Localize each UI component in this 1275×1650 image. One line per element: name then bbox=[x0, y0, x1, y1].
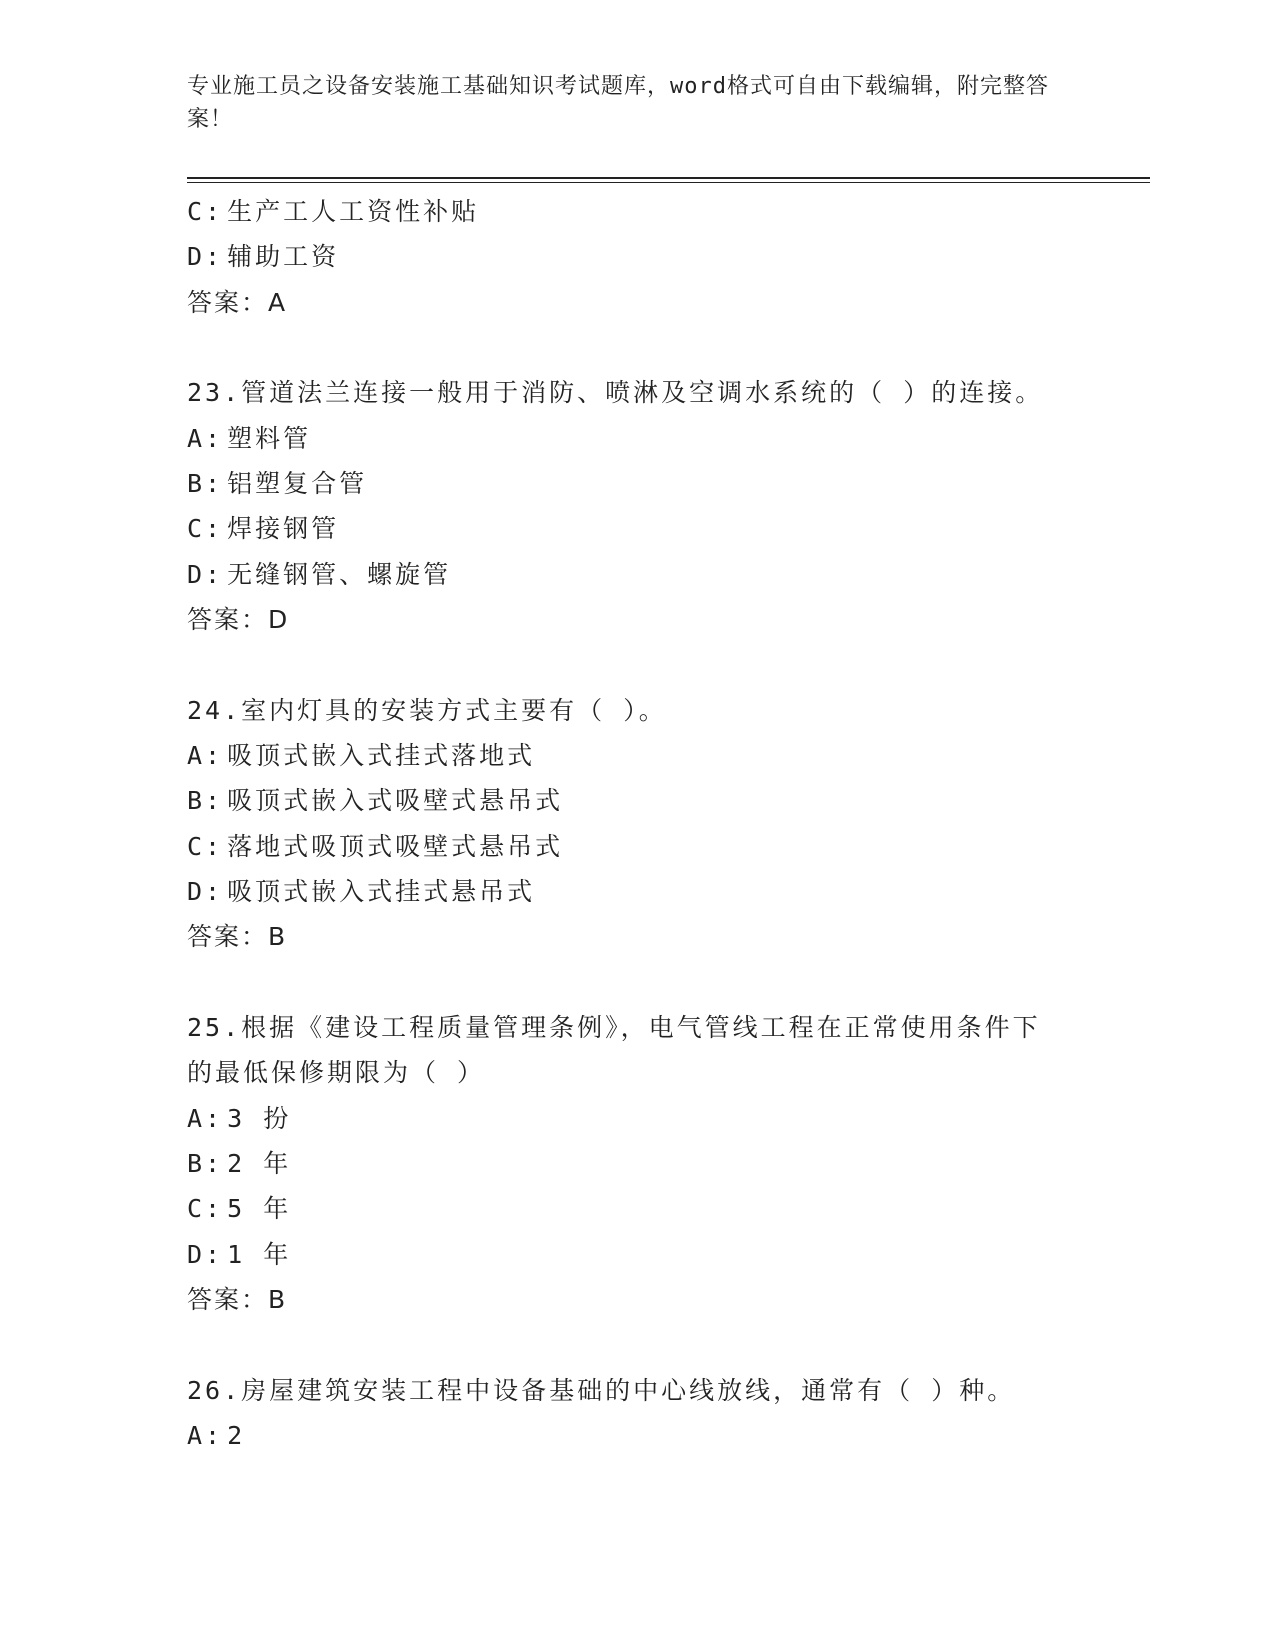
option-text: 吸顶式嵌入式挂式悬吊式 bbox=[227, 877, 536, 907]
option-c bbox=[187, 189, 1087, 234]
option-d bbox=[187, 869, 1087, 914]
option-a bbox=[187, 1413, 1087, 1458]
spacer bbox=[187, 643, 1087, 688]
question-list bbox=[187, 189, 1087, 1458]
option-d bbox=[187, 1232, 1087, 1277]
option-letter: C: bbox=[187, 197, 224, 226]
option-text: 焊接钢管 bbox=[227, 514, 340, 544]
option-c bbox=[187, 506, 1087, 551]
option-a bbox=[187, 1096, 1087, 1141]
header-divider-thick bbox=[187, 177, 1150, 179]
option-text: 塑料管 bbox=[227, 423, 312, 453]
option-d bbox=[187, 234, 1087, 279]
header-divider-thin bbox=[187, 182, 1150, 183]
spacer bbox=[187, 325, 1087, 370]
answer-line: 答案：A bbox=[187, 287, 288, 317]
option-text: 落地式吸顶式吸壁式悬吊式 bbox=[227, 831, 564, 861]
option-text: 吸顶式嵌入式吸壁式悬吊式 bbox=[227, 786, 564, 816]
option-letter: D: bbox=[187, 877, 224, 907]
answer-line: 答案：B bbox=[187, 922, 288, 952]
option-letter: C: bbox=[187, 514, 224, 544]
option-b bbox=[187, 1141, 1087, 1186]
question-stem: 26.房屋建筑安装工程中设备基础的中心线放线，通常有（ ）种。 bbox=[187, 1375, 1016, 1405]
document-header: 专业施工员之设备安装施工基础知识考试题库，word格式可自由下载编辑，附完整答案！ bbox=[187, 74, 1049, 132]
option-a bbox=[187, 733, 1087, 778]
option-text: 5 年 bbox=[227, 1194, 292, 1224]
question-stem-line2: 的最低保修期限为（ ） bbox=[187, 1058, 486, 1088]
option-letter: B: bbox=[187, 1149, 224, 1179]
answer-line: 答案：D bbox=[187, 605, 290, 635]
option-letter: A: bbox=[187, 1103, 224, 1133]
option-text: 1 年 bbox=[227, 1239, 292, 1269]
option-text: 2 年 bbox=[227, 1149, 292, 1179]
option-text: 辅助工资 bbox=[227, 242, 340, 272]
option-letter: D: bbox=[187, 1239, 224, 1269]
option-text: 无缝钢管、螺旋管 bbox=[227, 559, 452, 589]
spacer bbox=[187, 1323, 1087, 1368]
option-letter: D: bbox=[187, 242, 224, 272]
option-letter: A: bbox=[187, 740, 224, 770]
option-text: 3 扮 bbox=[227, 1103, 292, 1133]
option-letter: C: bbox=[187, 1194, 224, 1224]
answer-line: 答案：B bbox=[187, 1285, 288, 1315]
option-letter: A: bbox=[187, 1421, 224, 1450]
option-b bbox=[187, 778, 1087, 823]
option-text: 铝塑复合管 bbox=[227, 468, 368, 498]
option-d bbox=[187, 552, 1087, 597]
option-letter: B: bbox=[187, 468, 224, 498]
option-b bbox=[187, 461, 1087, 506]
question-stem-line1: 25.根据《建设工程质量管理条例》，电气管线工程在正常使用条件下 bbox=[187, 1012, 1041, 1042]
option-a bbox=[187, 416, 1087, 461]
option-text: 生产工人工资性补贴 bbox=[227, 197, 480, 226]
option-text: 2 bbox=[227, 1421, 246, 1450]
option-text: 吸顶式嵌入式挂式落地式 bbox=[227, 740, 536, 770]
option-c bbox=[187, 1186, 1087, 1231]
option-letter: A: bbox=[187, 423, 224, 453]
option-letter: B: bbox=[187, 786, 224, 816]
option-c bbox=[187, 824, 1087, 869]
option-letter: D: bbox=[187, 559, 224, 589]
option-letter: C: bbox=[187, 831, 224, 861]
question-stem: 24.室内灯具的安装方式主要有（ ）。 bbox=[187, 695, 667, 725]
spacer bbox=[187, 960, 1087, 1005]
question-stem: 23.管道法兰连接一般用于消防、喷淋及空调水系统的（ ）的连接。 bbox=[187, 378, 1044, 408]
